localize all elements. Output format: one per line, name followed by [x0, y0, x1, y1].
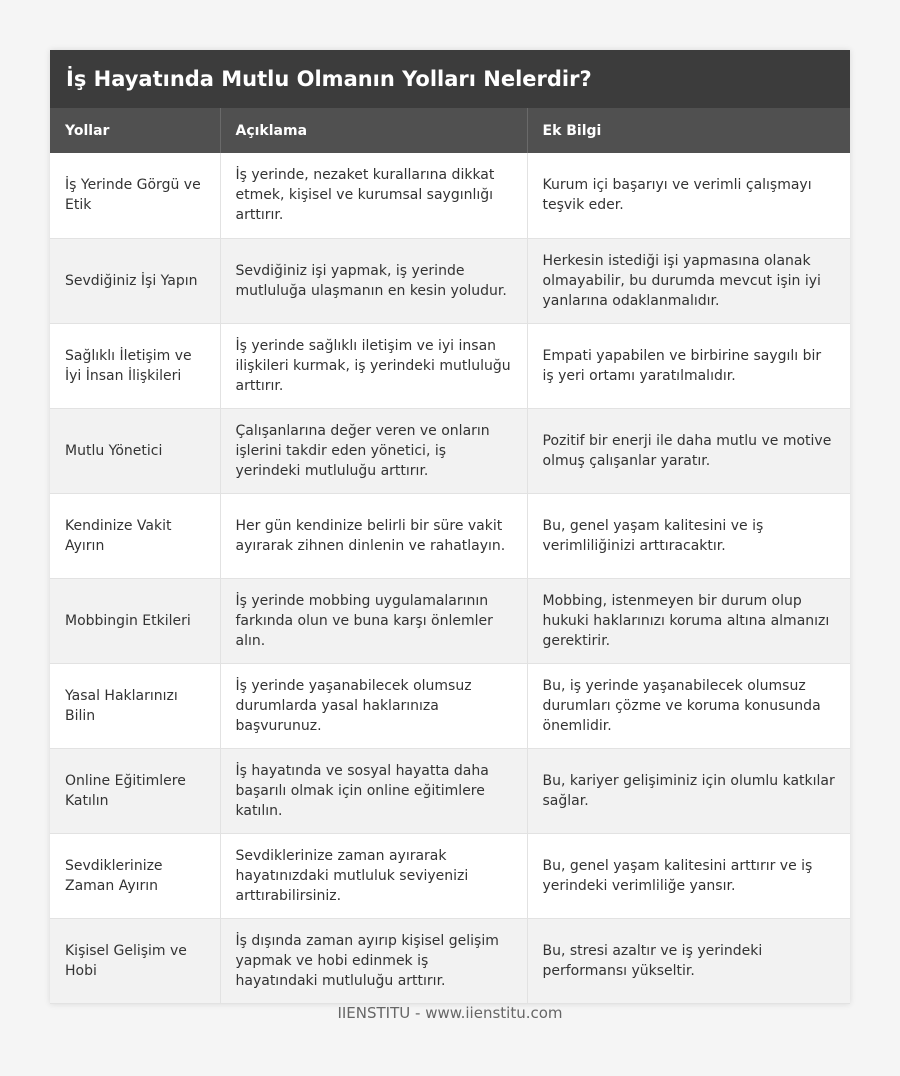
data-table: [50, 108, 850, 1004]
table-row: [50, 323, 850, 408]
table-row: [50, 663, 850, 748]
table-card: [50, 50, 850, 1004]
table-row: [50, 408, 850, 493]
cell-ek-bilgi: Bu, genel yaşam kalitesini ve iş verimliliğinizi arttıracaktır.: [527, 493, 850, 578]
cell-ek-bilgi: Empati yapabilen ve birbirine saygılı bir iş yeri ortamı yaratılmalıdır.: [527, 323, 850, 408]
table-row: [50, 578, 850, 663]
cell-ek-bilgi: Bu, stresi azaltır ve iş yerindeki performansı yükseltir.: [527, 918, 850, 1003]
cell-yollar: Mobbingin Etkileri: [50, 578, 220, 663]
cell-aciklama: İş yerinde, nezaket kurallarına dikkat etmek, kişisel ve kurumsal saygınlığı arttırır.: [220, 153, 527, 238]
cell-ek-bilgi: Herkesin istediği işi yapmasına olanak olmayabilir, bu durumda mevcut işin iyi yanlarına odaklanmalıdır.: [527, 238, 850, 323]
column-header-aciklama: Açıklama: [220, 108, 527, 153]
cell-aciklama: Sevdiklerinize zaman ayırarak hayatınızdaki mutluluk seviyenizi arttırabilirsiniz.: [220, 833, 527, 918]
page-title: İş Hayatında Mutlu Olmanın Yolları Nelerdir?: [50, 50, 850, 108]
table-row: [50, 918, 850, 1003]
cell-yollar: Yasal Haklarınızı Bilin: [50, 663, 220, 748]
table-row: [50, 748, 850, 833]
cell-yollar: Online Eğitimlere Katılın: [50, 748, 220, 833]
cell-aciklama: Çalışanlarına değer veren ve onların işlerini takdir eden yönetici, iş yerindeki mutluluğu arttırır.: [220, 408, 527, 493]
column-header-ek-bilgi: Ek Bilgi: [527, 108, 850, 153]
cell-ek-bilgi: Bu, iş yerinde yaşanabilecek olumsuz durumları çözme ve koruma konusunda önemlidir.: [527, 663, 850, 748]
footer-credit: IIENSTITU - www.iienstitu.com: [337, 1004, 563, 1022]
column-header-yollar: Yollar: [50, 108, 220, 153]
table-row: [50, 493, 850, 578]
cell-ek-bilgi: Mobbing, istenmeyen bir durum olup hukuki haklarınızı koruma altına almanızı gerektirir.: [527, 578, 850, 663]
cell-aciklama: Sevdiğiniz işi yapmak, iş yerinde mutluluğa ulaşmanın en kesin yoludur.: [220, 238, 527, 323]
cell-yollar: İş Yerinde Görgü ve Etik: [50, 153, 220, 238]
cell-aciklama: İş yerinde yaşanabilecek olumsuz durumlarda yasal haklarınıza başvurunuz.: [220, 663, 527, 748]
table-row: [50, 833, 850, 918]
cell-aciklama: İş yerinde mobbing uygulamalarının farkında olun ve buna karşı önlemler alın.: [220, 578, 527, 663]
cell-yollar: Kendinize Vakit Ayırın: [50, 493, 220, 578]
cell-yollar: Mutlu Yönetici: [50, 408, 220, 493]
cell-ek-bilgi: Bu, kariyer gelişiminiz için olumlu katkılar sağlar.: [527, 748, 850, 833]
cell-aciklama: İş dışında zaman ayırıp kişisel gelişim yapmak ve hobi edinmek iş hayatındaki mutluluğu arttırır.: [220, 918, 527, 1003]
cell-yollar: Sevdiklerinize Zaman Ayırın: [50, 833, 220, 918]
cell-ek-bilgi: Kurum içi başarıyı ve verimli çalışmayı teşvik eder.: [527, 153, 850, 238]
table-header-row: [50, 108, 850, 153]
cell-yollar: Sevdiğiniz İşi Yapın: [50, 238, 220, 323]
cell-yollar: Kişisel Gelişim ve Hobi: [50, 918, 220, 1003]
cell-ek-bilgi: Pozitif bir enerji ile daha mutlu ve motive olmuş çalışanlar yaratır.: [527, 408, 850, 493]
cell-ek-bilgi: Bu, genel yaşam kalitesini arttırır ve iş yerindeki verimliliğe yansır.: [527, 833, 850, 918]
cell-aciklama: İş yerinde sağlıklı iletişim ve iyi insan ilişkileri kurmak, iş yerindeki mutluluğu arttırır.: [220, 323, 527, 408]
table-row: [50, 238, 850, 323]
cell-yollar: Sağlıklı İletişim ve İyi İnsan İlişkileri: [50, 323, 220, 408]
cell-aciklama: İş hayatında ve sosyal hayatta daha başarılı olmak için online eğitimlere katılın.: [220, 748, 527, 833]
table-row: [50, 153, 850, 238]
cell-aciklama: Her gün kendinize belirli bir süre vakit ayırarak zihnen dinlenin ve rahatlayın.: [220, 493, 527, 578]
